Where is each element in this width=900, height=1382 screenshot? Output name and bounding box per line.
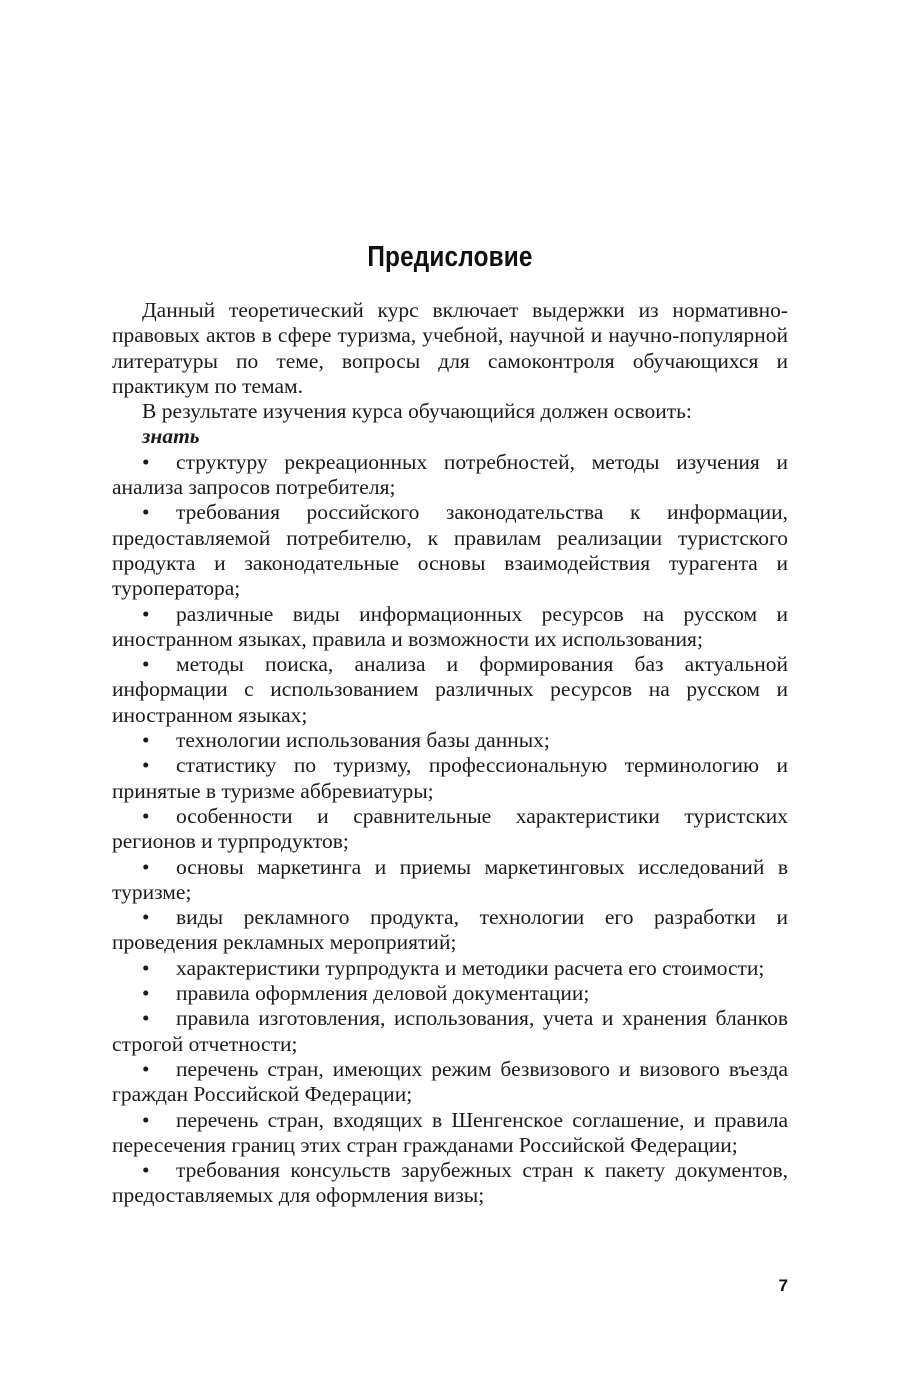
list-item xyxy=(112,652,788,728)
competency-list xyxy=(112,450,788,1209)
list-item xyxy=(112,753,788,804)
list-item xyxy=(112,804,788,855)
bullet-icon: • xyxy=(142,905,150,930)
list-item-text: перечень стран, входящих в Шенгенское соглашение, и правила пересечения границ этих стран гражданами Российской Федерации; xyxy=(112,1107,788,1157)
list-item-text: различные виды информационных ресурсов на русском и иностранном языках, правила и возможности их использования; xyxy=(112,601,788,651)
list-item-text: виды рекламного продукта, технологии его разработки и проведения рекламных мероприятий; xyxy=(112,905,788,955)
bullet-icon: • xyxy=(142,854,150,879)
bullet-icon: • xyxy=(142,500,150,525)
bullet-icon: • xyxy=(142,955,150,980)
list-item xyxy=(112,450,788,501)
list-item-text: требования консульств зарубежных стран к пакету документов, предоставляемых для оформления визы; xyxy=(112,1158,788,1208)
body-text xyxy=(112,298,788,1209)
bullet-icon: • xyxy=(142,1056,150,1081)
bullet-icon: • xyxy=(142,803,150,828)
bullet-icon: • xyxy=(142,601,150,626)
bullet-icon: • xyxy=(142,1107,150,1132)
intro-paragraph-2: В результате изучения курса обучающийся должен освоить: xyxy=(142,399,692,424)
bullet-icon: • xyxy=(142,1158,150,1183)
list-item-text: структуру рекреационных потребностей, методы изучения и анализа запросов потребителя; xyxy=(112,449,788,500)
list-item xyxy=(112,728,788,753)
list-item xyxy=(112,905,788,956)
bullet-icon: • xyxy=(142,449,150,474)
list-item xyxy=(112,1108,788,1159)
bullet-icon: • xyxy=(142,1006,150,1031)
intro-paragraph: Данный теоретический курс включает выдержки из нормативно-правовых актов в сфере туризма, учебной, научной и научно-популярной литературы по теме, вопросы для самоконтроля обучающихся и практикум по темам. xyxy=(112,298,788,398)
list-item-text: статистику по туризму, профессиональную терминологию и принятые в туризме аббревиатуры; xyxy=(112,753,788,803)
list-item xyxy=(112,981,788,1006)
list-item xyxy=(112,602,788,653)
list-item xyxy=(112,1057,788,1108)
bullet-icon: • xyxy=(142,652,150,677)
list-item-text: правила оформления деловой документации; xyxy=(176,981,590,1006)
list-item-text: перечень стран, имеющих режим безвизового и визового въезда граждан Российской Федерации; xyxy=(112,1056,788,1107)
list-item-text: характеристики турпродукта и методики расчета его стоимости; xyxy=(176,955,765,980)
list-item-text: технологии использования базы данных; xyxy=(176,728,550,753)
bullet-icon: • xyxy=(142,728,150,753)
list-item xyxy=(112,855,788,906)
list-item-text: правила изготовления, использования, учета и хранения бланков строгой отчетности; xyxy=(112,1006,788,1056)
page-number: 7 xyxy=(778,1276,788,1295)
page-title: Предисловие xyxy=(367,241,533,274)
list-item xyxy=(112,500,788,601)
list-item-text: особенности и сравнительные характеристики туристских регионов и турпродуктов; xyxy=(112,803,788,854)
list-item-text: требования российского законодательства к информации, предоставляемой потребителю, к правилам реализации туристского продукта и законодательные основы взаимодействия турагента и туроператора; xyxy=(112,500,788,601)
list-item xyxy=(112,1006,788,1057)
bullet-icon: • xyxy=(142,753,150,778)
list-item xyxy=(112,956,788,981)
know-label: знать xyxy=(142,424,200,449)
list-item-text: методы поиска, анализа и формирования баз актуальной информации с использованием различных ресурсов на русском и иностранном языках; xyxy=(112,652,788,727)
bullet-icon: • xyxy=(142,981,150,1006)
list-item-text: основы маркетинга и приемы маркетинговых исследований в туризме; xyxy=(112,854,788,904)
list-item xyxy=(112,1158,788,1209)
